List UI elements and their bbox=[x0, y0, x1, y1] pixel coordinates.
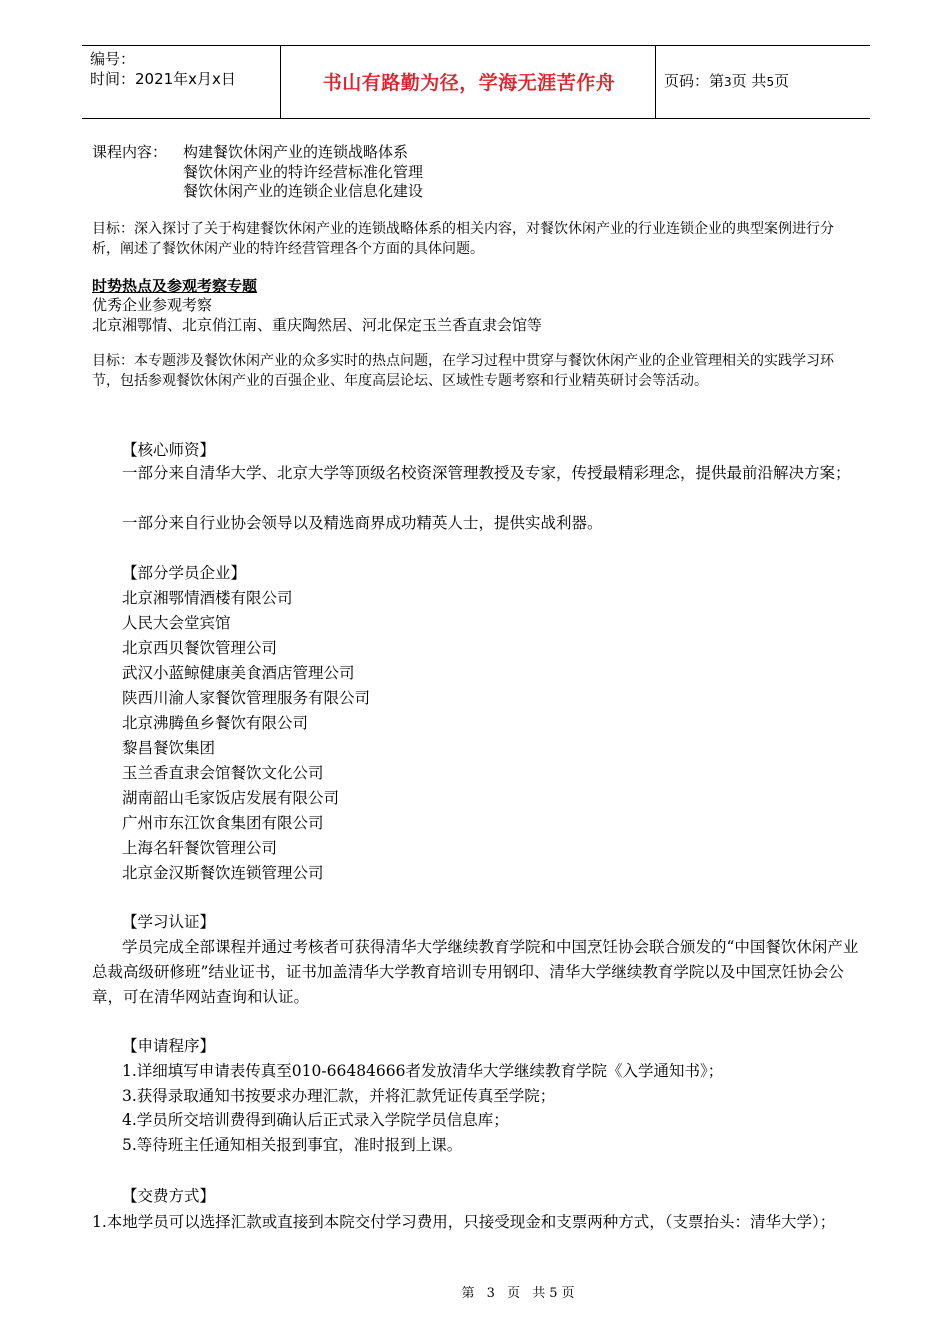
company-item: 北京西贝餐饮管理公司 bbox=[122, 639, 278, 657]
company-item: 武汉小蓝鲸健康美食酒店管理公司 bbox=[122, 664, 355, 682]
apply-step: 3.获得录取通知书按要求办理汇款，并将汇款凭证传真至学院； bbox=[122, 1087, 556, 1105]
company-item: 北京金汉斯餐饮连锁管理公司 bbox=[122, 864, 324, 882]
faculty-paragraph: 一部分来自清华大学、北京大学等顶级名校资深管理教授及专家，传授最精彩理念，提供最前沿解决方案； bbox=[122, 464, 851, 482]
goal-paragraph: 目标：深入探讨了关于构建餐饮休闲产业的连锁战略体系的相关内容，对餐饮休闲产业的行业连锁企业的典型案例进行分析，阐述了餐饮休闲产业的特许经营管理各个方面的具体问题。 bbox=[92, 221, 834, 257]
apply-step: 1.详细填写申请表传真至010-66484666者发放清华大学继续教育学院《入学通知书》； bbox=[122, 1062, 724, 1080]
footer-total: 5 bbox=[549, 1286, 562, 1301]
goal-paragraph: 目标：本专题涉及餐饮休闲产业的众多实时的热点问题，在学习过程中贯穿与餐饮休闲产业的企业管理相关的实践学习环节，包括参观餐饮休闲产业的百强企业、年度高层论坛、区域性专题考察和行业精英研讨会等活动。 bbox=[92, 353, 834, 389]
company-item: 玉兰香直隶会馆餐饮文化公司 bbox=[122, 764, 324, 782]
payment-paragraph: 1.本地学员可以选择汇款或直接到本院交付学习费用，只接受现金和支票两种方式，（支票抬头：清华大学）； bbox=[92, 1213, 836, 1231]
companies-heading: 【部分学员企业】 bbox=[122, 564, 247, 582]
company-item: 黎昌餐饮集团 bbox=[122, 739, 216, 757]
number-label: 编号： bbox=[90, 50, 136, 68]
footer-page: 3 bbox=[486, 1286, 499, 1301]
footer-post: 页 bbox=[561, 1286, 579, 1301]
faculty-paragraph: 一部分来自行业协会领导以及精选商界成功精英人士，提供实战利器。 bbox=[122, 514, 603, 532]
company-item: 北京沸腾鱼乡餐饮有限公司 bbox=[122, 714, 309, 732]
page-number: 3 bbox=[724, 75, 732, 89]
page-label: 页码：第 bbox=[664, 72, 725, 90]
payment-heading: 【交费方式】 bbox=[122, 1187, 216, 1205]
company-item: 广州市东江饮食集团有限公司 bbox=[122, 814, 324, 832]
header-divider bbox=[655, 46, 656, 118]
header-motto: 书山有路勤为径，学海无涯苦作舟 bbox=[322, 72, 616, 94]
course-item: 餐饮休闲产业的特许经营标准化管理 bbox=[183, 163, 424, 181]
footer-mid: 页 共 bbox=[507, 1286, 550, 1301]
page-total: 5 bbox=[766, 75, 775, 89]
course-label: 课程内容： bbox=[92, 143, 168, 161]
header-divider bbox=[280, 46, 281, 118]
page-end: 页 bbox=[774, 72, 790, 90]
topic-line: 优秀企业参观考察 bbox=[92, 296, 213, 314]
company-item: 湖南韶山毛家饭店发展有限公司 bbox=[122, 789, 340, 807]
company-item: 北京湘鄂情酒楼有限公司 bbox=[122, 589, 293, 607]
page-mid: 页 共 bbox=[731, 72, 767, 90]
document-header bbox=[82, 45, 870, 119]
header-page-info bbox=[664, 70, 789, 91]
topic-line: 北京湘鄂情、北京俏江南、重庆陶然居、河北保定玉兰香直隶会馆等 bbox=[92, 316, 543, 334]
apply-step: 5.等待班主任通知相关报到事宜，准时报到上课。 bbox=[122, 1136, 463, 1154]
footer-pre: 第 bbox=[461, 1286, 479, 1301]
header-meta bbox=[90, 49, 236, 89]
apply-step: 4.学员所交培训费得到确认后正式录入学院学员信息库； bbox=[122, 1111, 509, 1129]
cert-heading: 【学习认证】 bbox=[122, 913, 216, 931]
apply-heading: 【申请程序】 bbox=[122, 1037, 216, 1055]
faculty-heading: 【核心师资】 bbox=[122, 441, 216, 459]
company-item: 陕西川渝人家餐饮管理服务有限公司 bbox=[122, 689, 371, 707]
cert-paragraph: 学员完成全部课程并通过考核者可获得清华大学继续教育学院和中国烹饪协会联合颁发的“中国餐饮休闲产业总裁高级研修班”结业证书，证书加盖清华大学教育培训专用钢印、清华大学继续教育学院以及中国烹饪协会公章，可在清华网站查询和认证。 bbox=[92, 938, 859, 1006]
company-item: 上海名轩餐饮管理公司 bbox=[122, 839, 278, 857]
page-footer bbox=[0, 1282, 950, 1301]
time-label: 时间：2021年x月x日 bbox=[90, 70, 236, 88]
course-item: 餐饮休闲产业的连锁企业信息化建设 bbox=[183, 182, 424, 200]
course-item: 构建餐饮休闲产业的连锁战略体系 bbox=[183, 143, 409, 161]
company-item: 人民大会堂宾馆 bbox=[122, 614, 231, 632]
topic-title: 时势热点及参观考察专题 bbox=[92, 277, 258, 295]
